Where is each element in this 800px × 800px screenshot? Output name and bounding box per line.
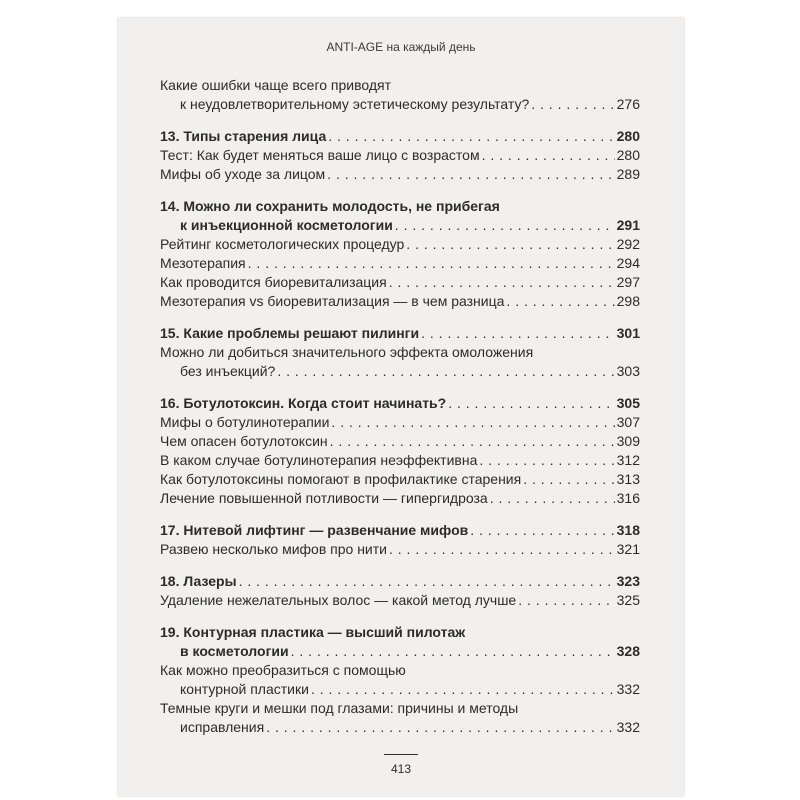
page-ref: 294 [616,255,640,271]
page-ref: 312 [616,452,640,468]
page-ref: 276 [616,96,640,112]
toc-entry: Как проводится биоревитализация . . . 297 [160,273,640,292]
page-ref: 298 [616,293,640,309]
toc-entry: Можно ли добиться значительного эффекта омоложения без инъекций? . . . 303 [160,343,640,381]
toc-chapter: 16. Ботулотоксин. Когда стоит начинать? . . . 305 [160,394,640,413]
table-of-contents [160,76,640,737]
page-ref: 323 [616,573,640,589]
toc-entry: Мифы об уходе за лицом . . . 289 [160,165,640,184]
toc-entry: Как ботулотоксины помогают в профилактике старения . . . 313 [160,470,640,489]
page-ref: 289 [616,166,640,182]
page-ref: 309 [616,433,640,449]
toc-chapter: 17. Нитевой лифтинг — развенчание мифов . . . 318 [160,521,640,540]
page-ref: 316 [616,490,640,506]
toc-entry: Удаление нежелательных волос — какой метод лучше . . . 325 [160,591,640,610]
page-ref: 292 [616,236,640,252]
toc-entry: Мифы о ботулинотерапии . . . 307 [160,413,640,432]
toc-chapter: 15. Какие проблемы решают пилинги . . . 301 [160,324,640,343]
page-ref: 328 [616,643,640,659]
page-ref: 280 [616,147,640,163]
page-ref: 305 [616,395,640,411]
running-title: ANTI-AGE на каждый день [326,40,476,54]
folio-rule [384,754,418,755]
toc-chapter: 14. Можно ли сохранить молодость, не прибегая к инъекционной косметологии . . . 291 [160,197,640,235]
page-ref: 303 [616,363,640,379]
page-ref: 318 [616,522,640,538]
page-number: 413 [390,762,412,776]
page-ref: 291 [616,217,640,233]
page-ref: 307 [616,414,640,430]
toc-entry: Лечение повышенной потливости — гипергидроза . . . 316 [160,489,640,508]
toc-entry: Мезотерапия vs биоревитализация — в чем разница . . . 298 [160,292,640,311]
toc-entry: Как можно преобразиться с помощью контурной пластики . . . 332 [160,661,640,699]
toc-entry: Темные круги и мешки под глазами: причины и методы исправления . . . 332 [160,699,640,737]
page-ref: 321 [616,541,640,557]
page-ref: 313 [616,471,640,487]
toc-entry: Чем опасен ботулотоксин . . . 309 [160,432,640,451]
toc-entry: Тест: Как будет меняться ваше лицо с возрастом . . . 280 [160,146,640,165]
toc-entry: Какие ошибки чаще всего приводят к неудовлетворительному эстетическому результату? . . . 276 [160,76,640,114]
page-ref: 280 [616,128,640,144]
page-ref: 325 [616,592,640,608]
book-page [118,18,684,796]
toc-entry: Мезотерапия . . . 294 [160,254,640,273]
page-ref: 301 [616,325,640,341]
toc-chapter: 18. Лазеры . . . 323 [160,572,640,591]
page-ref: 332 [616,681,640,697]
toc-entry: Развею несколько мифов про нити . . . 321 [160,540,640,559]
toc-chapter: 19. Контурная пластика — высший пилотаж в косметологии . . . 328 [160,623,640,661]
page-ref: 332 [616,719,640,735]
toc-chapter: 13. Типы старения лица . . . 280 [160,127,640,146]
toc-entry: В каком случае ботулинотерапия неэффективна . . . 312 [160,451,640,470]
page-ref: 297 [616,274,640,290]
toc-entry: Рейтинг косметологических процедур . . . 292 [160,235,640,254]
